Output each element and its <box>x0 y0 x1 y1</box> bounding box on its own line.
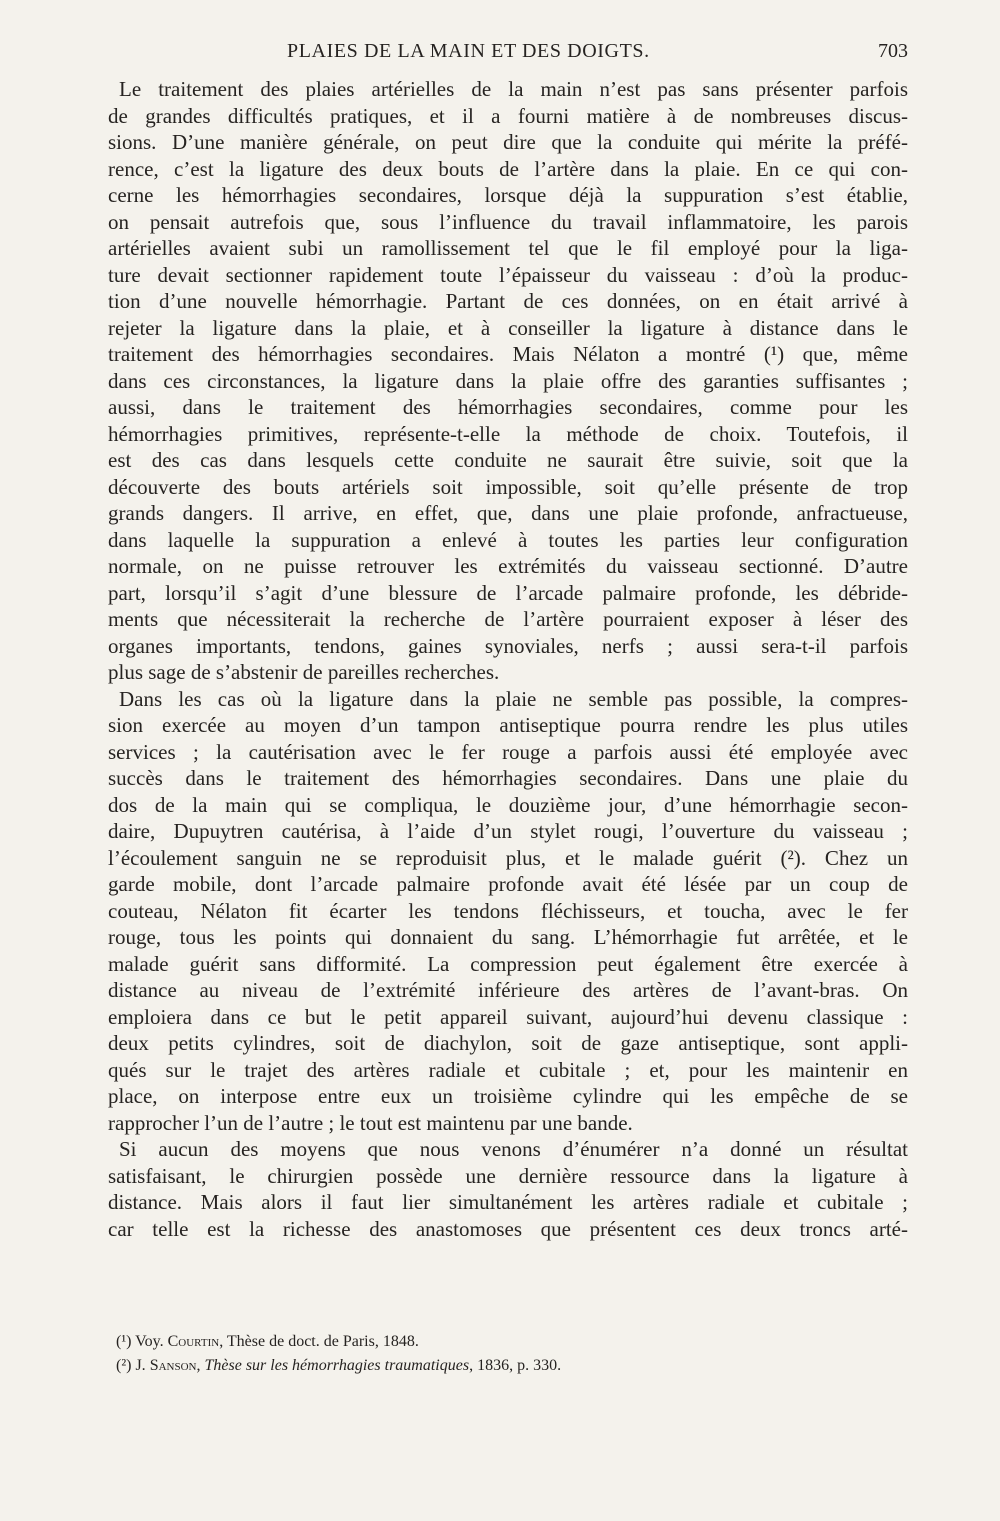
text-line: sions. D’une manière générale, on peut dire que la conduite qui mérite la préfé- <box>108 130 908 154</box>
text-line: ture devait sectionner rapidement toute l’épaisseur du vaisseau : d’où la produc- <box>108 262 908 287</box>
text-line: part, lorsqu’il s’agit d’une blessure de l’arcade palmaire profonde, les débride- <box>108 580 908 605</box>
text-line: aussi, dans le traitement des hémorrhagies secondaires, comme pour les <box>108 395 908 419</box>
paragraph-3 <box>108 1136 908 1242</box>
text-line: succès dans le traitement des hémorrhagies secondaires. Dans une plaie du <box>108 766 908 790</box>
text-line: Le traitement des plaies artérielles de la main n’est pas sans présenter parfois <box>119 77 908 101</box>
text-line: dos de la main qui se compliqua, le douzième jour, d’une hémorrhagie secon- <box>108 792 908 817</box>
text-line: qués sur le trajet des artères radiale et cubitale ; et, pour les maintenir en <box>108 1057 908 1082</box>
text-line: grands dangers. Il arrive, en effet, que, dans une plaie profonde, anfractueuse, <box>108 501 908 525</box>
page-header <box>108 40 908 70</box>
text-line: rence, c’est la ligature des deux bouts de l’artère dans la plaie. En ce qui con- <box>108 156 908 181</box>
footnote-author: Sanson <box>149 1357 197 1374</box>
text-line: on pensait autrefois que, sous l’influence du travail inflammatoire, les parois <box>108 209 908 234</box>
footnote-mark: (¹) <box>116 1333 132 1350</box>
text-line: de grandes difficultés pratiques, et il a fourni matière à de nombreuses discus- <box>108 103 908 128</box>
text-line: organes importants, tendons, gaines synoviales, nerfs ; aussi sera-t-il parfois <box>108 633 908 658</box>
running-title: PLAIES DE LA MAIN ET DES DOIGTS. <box>287 40 650 62</box>
text-line: garde mobile, dont l’arcade palmaire profonde avait été lésée par un coup de <box>108 872 908 896</box>
text-line: Dans les cas où la ligature dans la plaie ne semble pas possible, la compres- <box>119 686 908 711</box>
text-line: couteau, Nélaton fit écarter les tendons fléchisseurs, et toucha, avec le fer <box>108 898 908 923</box>
text-line: rapprocher l’un de l’autre ; le tout est maintenu par une bande. <box>108 1110 633 1135</box>
text-line: l’écoulement sanguin ne se reproduisit plus, et le malade guérit (²). Chez un <box>108 845 908 870</box>
text-line: cerne les hémorrhagies secondaires, lorsque déjà la suppuration s’est établie, <box>108 183 908 207</box>
footnote-text: , Thèse de doct. de Paris, 1848. <box>219 1333 419 1350</box>
paragraph-1 <box>108 76 908 686</box>
body-text <box>108 76 908 1242</box>
text-line: rouge, tous les points qui donnaient du sang. L’hémorrhagie fut arrêtée, et le <box>108 925 908 949</box>
text-line: rejeter la ligature dans la plaie, et à conseiller la ligature à distance dans le <box>108 315 908 340</box>
paragraph-2 <box>108 686 908 1137</box>
text-line: normale, on ne puisse retrouver les extrémités du vaisseau sectionné. D’autre <box>108 554 908 578</box>
text-line: plus sage de s’abstenir de pareilles recherches. <box>108 660 500 684</box>
text-line: artérielles avaient subi un ramollissement tel que le fil employé pour la liga- <box>108 236 908 260</box>
text-line: malade guérit sans difformité. La compression peut également être exercée à <box>108 951 908 976</box>
page-number: 703 <box>878 40 908 62</box>
text-line: distance au niveau de l’extrémité inférieure des artères de l’avant-bras. On <box>108 978 908 1002</box>
text-line: hémorrhagies primitives, représente-t-elle la méthode de choix. Toutefois, il <box>108 421 908 446</box>
text-line: est des cas dans lesquels cette conduite ne saurait être suivie, soit que la <box>108 448 908 472</box>
footnote-1 <box>116 1330 896 1354</box>
text-line: emploiera dans ce but le petit appareil suivant, aujourd’hui devenu classique : <box>108 1004 908 1029</box>
text-line: car telle est la richesse des anastomoses que présentent ces deux troncs arté- <box>108 1216 908 1241</box>
text-line: place, on interpose entre eux un troisième cylindre qui les empêche de se <box>108 1084 908 1108</box>
text-line: dans ces circonstances, la ligature dans la plaie offre des garanties suffisantes ; <box>108 368 908 393</box>
text-line: deux petits cylindres, soit de diachylon, soit de gaze antiseptique, sont appli- <box>108 1031 908 1055</box>
text-line: daire, Dupuytren cautérisa, à l’aide d’un stylet rougi, l’ouverture du vaisseau ; <box>108 819 908 843</box>
text-line: Si aucun des moyens que nous venons d’énumérer n’a donné un résultat <box>119 1137 908 1161</box>
footnote-text: J. <box>131 1357 150 1374</box>
footnote-text: , 1836, p. 330. <box>469 1357 562 1374</box>
text-line: tion d’une nouvelle hémorrhagie. Partant de ces données, on en était arrivé à <box>108 289 908 313</box>
text-line: services ; la cautérisation avec le fer rouge a parfois aussi été employée avec <box>108 739 908 764</box>
text-line: sion exercée au moyen d’un tampon antiseptique pourra rendre les plus utiles <box>108 713 908 737</box>
footnote-title: Thèse sur les hémorrhagies traumatiques <box>204 1357 470 1374</box>
footnote-mark: (²) <box>116 1357 132 1374</box>
text-line: ments que nécessiterait la recherche de l’artère pourraient exposer à léser des <box>108 607 908 631</box>
text-line: découverte des bouts artériels soit impossible, soit qu’elle présente de trop <box>108 474 908 499</box>
footnotes <box>116 1330 896 1378</box>
footnote-text: , <box>196 1357 205 1374</box>
footnote-text: Voy. <box>131 1333 168 1350</box>
text-line: satisfaisant, le chirurgien possède une dernière ressource dans la ligature à <box>108 1163 908 1188</box>
footnote-2 <box>116 1354 896 1378</box>
text-line: distance. Mais alors il faut lier simultanément les artères radiale et cubitale ; <box>108 1190 908 1214</box>
footnote-author: Courtin <box>167 1333 220 1350</box>
text-line: dans laquelle la suppuration a enlevé à toutes les parties leur configuration <box>108 527 908 552</box>
text-line: traitement des hémorrhagies secondaires. Mais Nélaton a montré (¹) que, même <box>108 342 908 366</box>
